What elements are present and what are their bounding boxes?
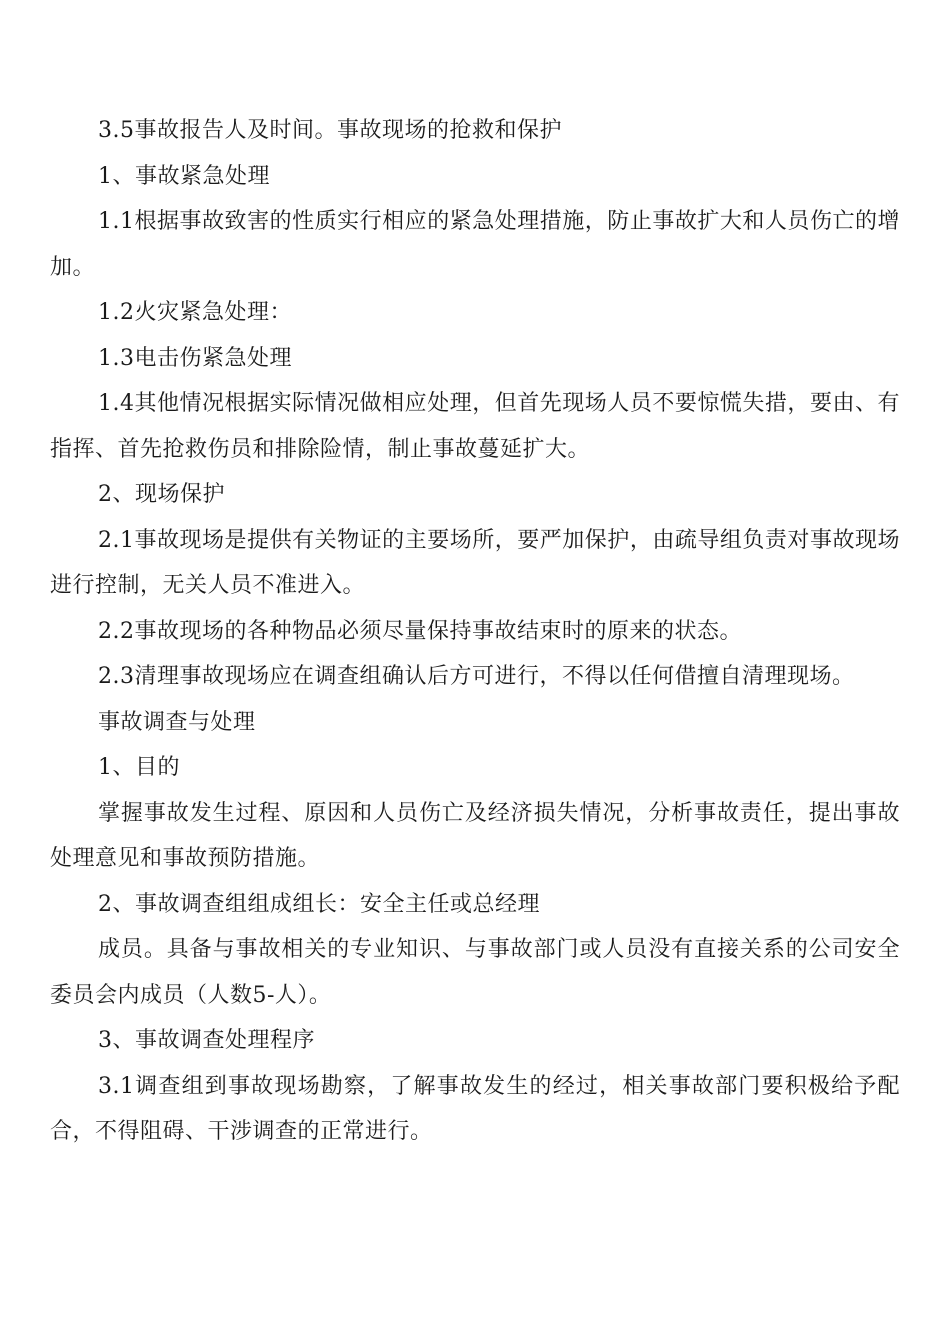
paragraph-2-3: 2.3清理事故现场应在调查组确认后方可进行，不得以任何借擅自清理现场。 (98, 664, 855, 689)
heading-investigation-team: 2、事故调查组组成组长：安全主任或总经理 (98, 891, 540, 917)
paragraph-1-3: 1.3电击伤紧急处理 (98, 345, 292, 371)
paragraph-1-2: 1.2火灾紧急处理： (98, 300, 292, 325)
paragraph-members: 成员。具备与事故相关的专业知识、与事故部门或人员没有直接关系的公司安全委员会内成员（人数5-人）。 (50, 937, 900, 1008)
document-body (50, 108, 900, 1155)
paragraph-1-1: 1.1根据事故致害的性质实行相应的紧急处理措施，防止事故扩大和人员伤亡的增加。 (50, 209, 900, 280)
paragraph-1-4: 1.4其他情况根据实际情况做相应处理，但首先现场人员不要惊慌失措，要由、有指挥、首先抢救伤员和排除险情，制止事故蔓延扩大。 (50, 391, 900, 462)
paragraph-2-2: 2.2事故现场的各种物品必须尽量保持事故结束时的原来的状态。 (98, 618, 742, 644)
heading-emergency-handling: 1、事故紧急处理 (98, 163, 270, 189)
heading-investigation: 事故调查与处理 (98, 709, 256, 735)
heading-purpose: 1、目的 (98, 755, 180, 780)
paragraph-purpose: 掌握事故发生过程、原因和人员伤亡及经济损失情况，分析事故责任，提出事故处理意见和事故预防措施。 (50, 800, 900, 871)
paragraph-accident-report: 3.5事故报告人及时间。事故现场的抢救和保护 (98, 118, 562, 143)
heading-site-protection: 2、现场保护 (98, 482, 225, 507)
paragraph-2-1: 2.1事故现场是提供有关物证的主要场所，要严加保护，由疏导组负责对事故现场进行控制，无关人员不准进入。 (50, 527, 900, 598)
paragraph-3-1: 3.1调查组到事故现场勘察，了解事故发生的经过，相关事故部门要积极给予配合，不得阻碍、干涉调查的正常进行。 (50, 1073, 900, 1144)
heading-procedure: 3、事故调查处理程序 (98, 1028, 315, 1053)
